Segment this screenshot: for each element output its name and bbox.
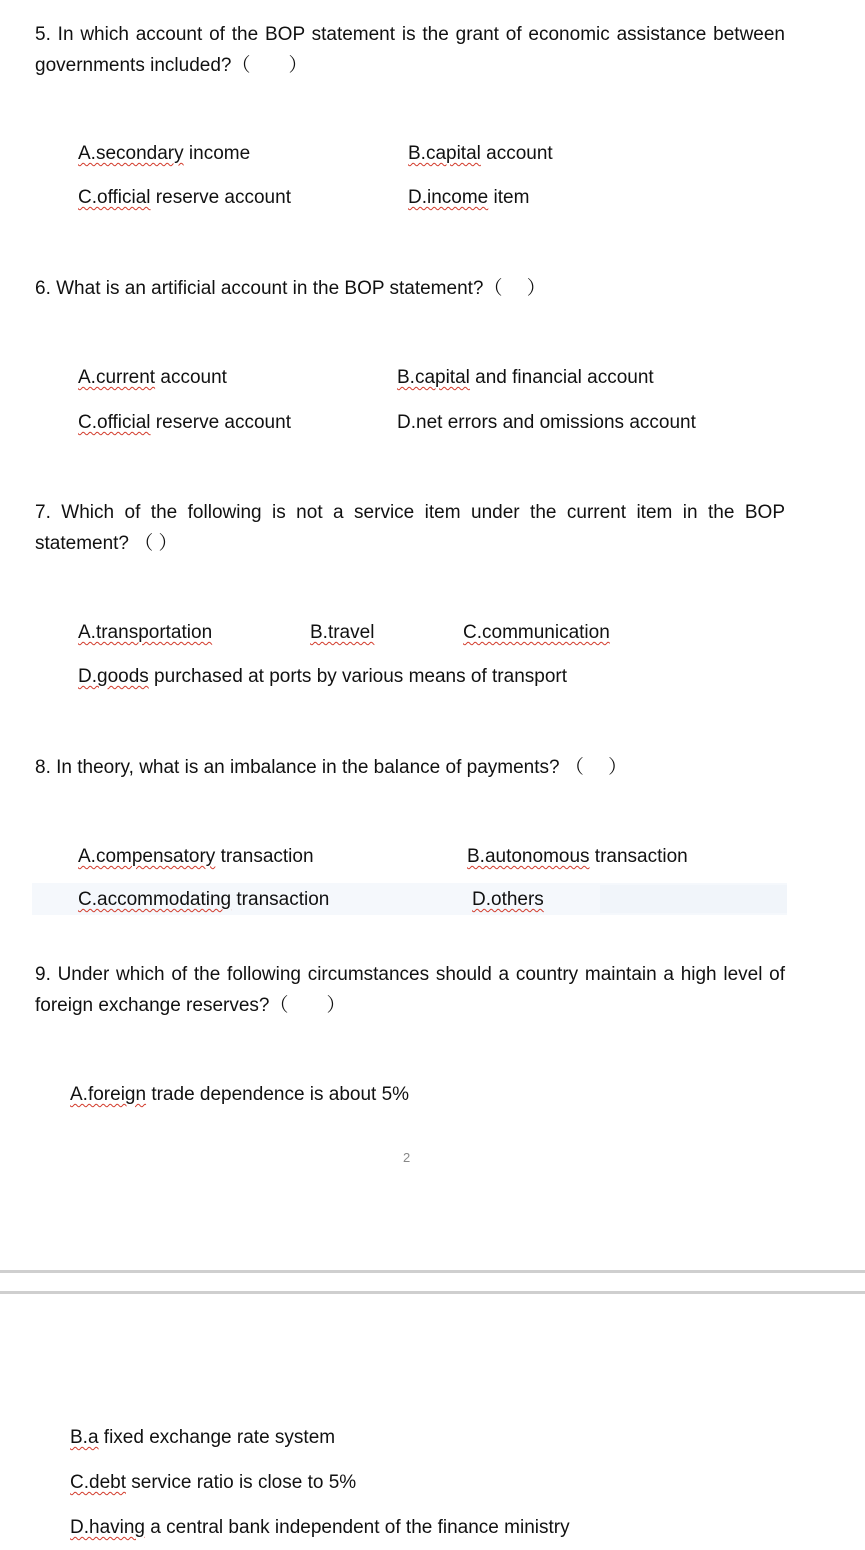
q6-option-d: D.net errors and omissions account	[397, 412, 696, 433]
question-7-text: 7. Which of the following is not a service item under the current item in the BOP statement? （ ）	[35, 502, 785, 554]
question-6-text: 6. What is an artificial account in the BOP statement?（ ）	[35, 278, 546, 299]
q6-option-c	[78, 411, 291, 435]
q7-option-b-text: B.travel	[310, 622, 375, 643]
q5-option-d	[408, 186, 529, 210]
q5-option-b-prefix: B.capital	[408, 143, 481, 164]
q5-option-d-prefix: D.income	[408, 187, 489, 208]
q6-option-c-prefix: C.official	[78, 412, 151, 433]
q6-option-b-rest: and financial account	[469, 367, 654, 388]
q9-option-b	[70, 1426, 335, 1450]
q7-option-c	[463, 621, 610, 645]
q8-option-a-prefix: A.compensatory	[78, 846, 216, 867]
q5-option-b	[408, 142, 553, 166]
q8-option-b-prefix: B.autonomous	[467, 846, 590, 867]
q9-option-b-prefix: B.a	[70, 1427, 99, 1448]
q9-option-c	[70, 1471, 356, 1495]
question-8-text: 8. In theory, what is an imbalance in the balance of payments? （ ）	[35, 757, 628, 778]
q5-option-c	[78, 186, 291, 210]
q8-option-d-text: D.others	[472, 889, 544, 910]
q9-option-b-rest: fixed exchange rate system	[98, 1427, 336, 1448]
question-5-text: 5. In which account of the BOP statement is the grant of economic assistance between governments included?（ ）	[35, 24, 785, 76]
q7-option-d-rest: purchased at ports by various means of transport	[148, 666, 567, 687]
q9-option-d-prefix: D.having	[70, 1517, 145, 1538]
q6-option-b-prefix: B.capital	[397, 367, 470, 388]
q7-option-c-text: C.communication	[463, 622, 610, 643]
page-break-line-top	[0, 1270, 865, 1273]
q5-option-a-prefix: A.secondary	[78, 143, 184, 164]
q5-option-c-rest: reserve account	[150, 187, 291, 208]
q9-option-d	[70, 1516, 570, 1540]
q8-option-b	[467, 845, 688, 869]
q8-option-d	[472, 888, 544, 912]
q7-option-b	[310, 621, 374, 645]
page-number: 2	[403, 1150, 411, 1165]
q6-option-c-rest: reserve account	[150, 412, 291, 433]
question-9-text: 9. Under which of the following circumstances should a country maintain a high level of foreign exchange reserves?（ ）	[35, 964, 785, 1016]
q9-option-c-rest: service ratio is close to 5%	[125, 1472, 357, 1493]
q9-option-a-rest: trade dependence is about 5%	[146, 1084, 410, 1105]
q5-option-c-prefix: C.official	[78, 187, 151, 208]
q6-option-a-prefix: A.current	[78, 367, 156, 388]
q8-option-a-rest: transaction	[215, 846, 314, 867]
q6-option-a	[78, 366, 227, 390]
q6-option-a-rest: account	[155, 367, 227, 388]
q7-option-d	[78, 665, 567, 689]
q9-option-d-rest: a central bank independent of the finance ministry	[145, 1517, 570, 1538]
q7-option-a-text: A.transportation	[78, 622, 213, 643]
q5-option-d-rest: item	[488, 187, 530, 208]
q8-option-c-prefix: C.accommodating	[78, 889, 232, 910]
q8-option-a	[78, 845, 314, 869]
q5-option-b-rest: account	[480, 143, 553, 164]
q5-option-a-rest: income	[183, 143, 251, 164]
q5-option-a	[78, 142, 250, 166]
q8-option-c	[78, 888, 329, 912]
page-break-line-bottom	[0, 1291, 865, 1294]
q6-option-b	[397, 366, 654, 390]
highlight-band-right	[600, 885, 787, 913]
q8-option-c-rest: transaction	[231, 889, 330, 910]
q9-option-a	[70, 1083, 409, 1107]
q8-option-b-rest: transaction	[589, 846, 688, 867]
q7-option-d-prefix: D.goods	[78, 666, 149, 687]
q7-option-a	[78, 621, 212, 645]
q9-option-a-prefix: A.foreign	[70, 1084, 147, 1105]
q9-option-c-prefix: C.debt	[70, 1472, 126, 1493]
